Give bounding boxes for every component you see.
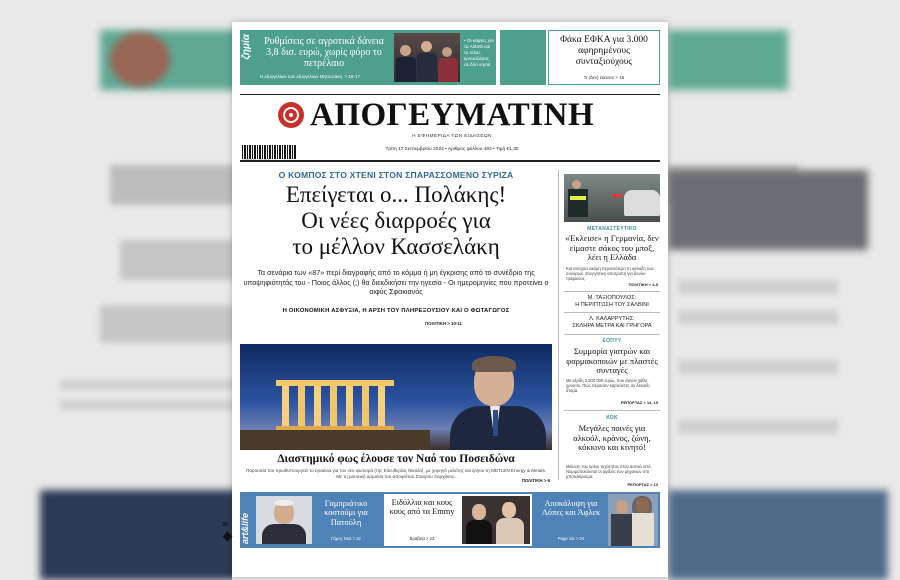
teaser-subline: Η εξαγγελίων των εξαγγελιών Μητσοτάκη. > 16-17: [260, 74, 360, 79]
pm-portrait: [450, 356, 546, 450]
bottom-2-box: [384, 494, 532, 546]
top-teaser-right: [548, 30, 660, 85]
teaser-right-subline: Τι (δεν) έκαναν > 15: [583, 75, 625, 80]
newspaper-front-page: [222, 22, 668, 577]
top-teaser-spacer: [500, 30, 546, 85]
sidebar-police-photo: [564, 174, 660, 222]
bottom-2-ref: Βραβεία > 23: [409, 536, 435, 541]
bottom-2-headline: Ειδύλλια και κους κους από τα Emmy: [389, 498, 455, 517]
sidebar-5-ref: ΡΕΠΟΡΤΑΖ > 13: [627, 482, 658, 487]
sidebar-5-body: Μείωση του ορίου ταχύτητας στον αστικό ιστό. Νομιμοποιούνται οι αφίξεις των μηχανών στο μποτιλιάρισμα.: [566, 464, 652, 480]
teaser-middle-text: • Οι κόφτες για τα Airbnb και το τέλος κρουαζιέρας σε δύο νησιά: [464, 38, 494, 67]
sidebar-4-ref: ΡΕΠΟΡΤΑΖ > 14, 19: [620, 400, 658, 405]
dateline: Τρίτη 17 Σεπτεμβρίου 2024 • Αριθμός φύλλου 493 • Τιμή €1,30: [385, 147, 519, 152]
temple-silhouette: [276, 380, 394, 430]
sidebar-1-kicker: ΜΕΤΑΝΑΣΤΕΥΤΙΚΟ: [587, 226, 637, 232]
sidebar-1-ref: ΠΟΛΙΤΙΚΗ > 4-5: [628, 282, 658, 287]
bottom-1-photo: [256, 496, 312, 544]
bottom-3-photo: [608, 494, 658, 546]
sidebar-3-line2: ΣΚΛΗΡΑ ΜΕΤΡΑ ΚΑΙ ΓΡΗΓΟΡΑ: [572, 323, 652, 329]
sidebar-5-headline: Μεγάλες ποινές για αλκοόλ, κράνος, ζώνη, κόκκινο και κινητό!: [573, 423, 651, 453]
sidebar-4-kicker: ΕΟΠΥΥ: [602, 338, 622, 344]
lead-headline-line3: το μέλλον Κασσελάκη: [292, 234, 500, 259]
masthead-logo: [278, 102, 304, 128]
background-right: [668, 0, 900, 580]
sidebar-2-line2: Η ΠΕΡΙΠΤΩΣΗ ΤΟΥ ΣΑΛΒΙΝΙ: [575, 302, 649, 308]
background-left: [0, 0, 232, 580]
sidebar-1-headline: «Έκλεισε» η Γερμανία, δεν είμαστε σάκος του μποξ, λέει η Ελλάδα: [565, 233, 659, 263]
sidebar-4-body: Με κέρδη 3.500.000 ευρώ, που έγιναν χάθο χρυσού. Πώς πέρασαν καρτελέτες σε δεκαέξι άτομα.: [566, 378, 650, 394]
lead-headline-line1: Επείγεται ο... Πολάκης!: [285, 182, 507, 207]
lead-deck: Τα σενάρια των «87» περί διαγραφής από το κόμμα ή μη έγκρισης από το συνέδριο της υποψηφιότητάς του - Ποιος άλλος (;) θα διεκδικήσει την ηγεσία - Οι ημερομηνίες που προτείνει ο αιφύς Σφακιανός: [243, 268, 549, 296]
sidebar-5-kicker: ΚΟΚ: [606, 415, 618, 421]
teaser-tag: ζημία: [241, 34, 252, 60]
page-number: 30: [222, 522, 229, 528]
top-teaser-left: [240, 30, 496, 85]
bottom-strip: [240, 492, 660, 548]
teaser-politicians-photo: [394, 33, 460, 82]
sidebar-1-body: Και ενισχύει ακόμη περισσότερο τη φύλαξη των συνόρων. Ενεργητική αποτροπή για δουλε-τράφικους.: [566, 266, 654, 282]
masthead-title: ΑΠΟΓΕΥΜΑΤΙΝΗ: [310, 97, 595, 133]
photo-caption: Παρουσία του πρωθυπουργού το εγκαίνια για τον νέο φωτισμό (της Ελευθερίας Νικολό), με χορηγό μελέτης και έργου τη METLEN Energy & Metals. Με τη μουσική αρμονία του αποφοίτου Σταύρου Ξαρχάκου.: [245, 468, 547, 479]
masthead-subtitle: Η ΕΦΗΜΕΡΙΔΑ ΤΩΝ ΕΙΔΗΣΕΩΝ: [412, 134, 492, 139]
bottom-2-photo: [462, 496, 530, 544]
barcode: [242, 145, 296, 159]
poseidon-temple-photo: [240, 344, 552, 450]
teaser-right-headline: Φάκα ΕΦΚΑ για 3.000 αφηρημένους συνταξιούχους: [560, 35, 648, 67]
bottom-3-ref: Page Six > 24: [557, 536, 585, 541]
sidebar-4-headline: Συμμορία γιατρών και φαρμακοποιών με πλαστές συνταγές: [566, 346, 658, 376]
lead-subhead: Η ΟΙΚΟΝΟΜΙΚΗ ΑΣΦΥΞΙΑ, Η ΑΡΣΗ ΤΟΥ ΠΛΗΡΕΞΟΥΣΙΟΥ ΚΑΙ Ο ΦΩΤΑΓΩΓΟΣ: [282, 308, 510, 314]
art-life-tag: art&life: [240, 512, 250, 544]
teaser-headline: Ρυθμίσεις σε αγροτικά δάνεια 3,8 δισ. ευρώ, χωρίς φόρο το πετρέλαιο: [264, 36, 384, 69]
sidebar-3-line1: Λ. ΚΑΛΑΡΡΥΤΗΣ:: [589, 316, 635, 322]
lead-kicker: Ο ΚΟΜΠΟΣ ΣΤΟ ΧΤΕΝΙ ΣΤΟΝ ΣΠΑΡΑΣΣΟΜΕΝΟ ΣΥΡΙΖΑ: [278, 170, 514, 180]
sidebar-2-line1: Μ. ΤΑΞΙΟΠΟΥΛΟΣ:: [587, 295, 637, 301]
lead-headline-line2: Οι νέες διαρροές για: [301, 208, 491, 233]
photo-ref: ΠΟΛΙΤΙΚΗ > 6: [521, 478, 550, 483]
bottom-1-ref: Γάμος Νο2 > 22: [331, 536, 361, 541]
bottom-3-headline: Αποκάλυψη για Λόπες και Άφλεκ: [541, 499, 601, 518]
lead-ref: ΠΟΛΙΤΙΚΗ > 10-11: [425, 321, 462, 326]
photo-headline: Διαστημικό φως έλουσε τον Ναό του Ποσειδώνα: [277, 453, 515, 465]
bottom-1-headline: Γαμπριάτικο κοστούμι για Πατούλη: [324, 499, 368, 527]
